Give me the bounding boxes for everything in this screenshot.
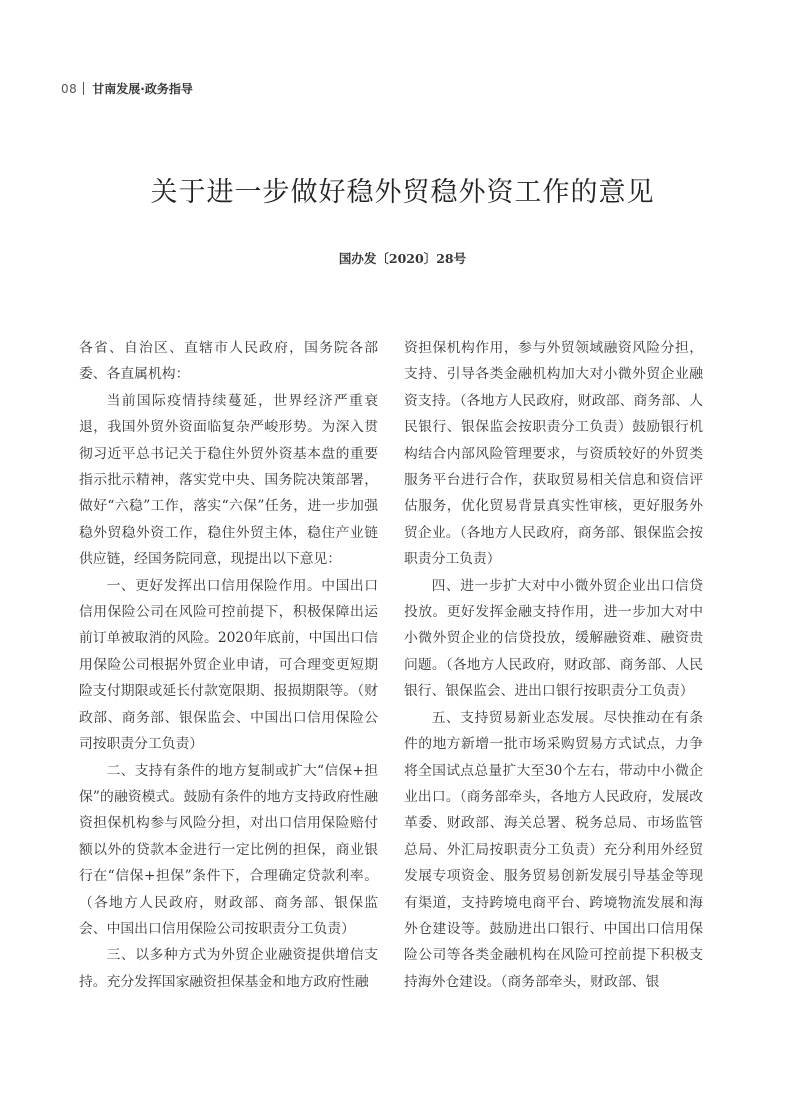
paragraph-salutation: 各省、自治区、直辖市人民政府，国务院各部委、各直属机构：	[79, 340, 378, 383]
paragraph-item-5: 五、支持贸易新业态发展。尽快推动在有条件的地方新增一批市场采购贸易方式试点，力争将全国试点总量扩大至30个左右，带动中小微企业出口。（商务部牵头，各地方人民政府，发展改革委、财政部、海关总署、税务总局、市场监管总局、外汇局按职责分工负责）充分利用外经贸发展专项资金、服务贸易创新发展引导基金等现有渠道，支持跨境电商平台、跨境物流发展和海外仓建设等。鼓励进出口银行、中国出口信用保险公司等各类金融机构在风险可控前提下积极支持海外仓建设。（商务部牵头，财政部、银	[404, 709, 703, 990]
right-column	[404, 335, 703, 995]
document-title: 关于进一步做好稳外贸稳外资工作的意见	[150, 177, 655, 208]
running-header	[61, 80, 193, 97]
paragraph-item-3-start: 三、以多种方式为外贸企业融资提供增信支持。充分发挥国家融资担保基金和地方政府性融	[79, 947, 378, 990]
paragraph-item-3-cont: 资担保机构作用，参与外贸领域融资风险分担，支持、引导各类金融机构加大对小微外贸企业融资支持。（各地方人民政府，财政部、商务部、人民银行、银保监会按职责分工负责）鼓励银行机构结合内部风险管理要求，与资质较好的外贸类服务平台进行合作，获取贸易相关信息和资信评估服务，优化贸易背景真实性审核，更好服务外贸企业。（各地方人民政府，商务部、银保监会按职责分工负责）	[404, 340, 703, 568]
header-divider	[83, 82, 84, 95]
paragraph-preamble: 当前国际疫情持续蔓延，世界经济严重衰退，我国外贸外资面临复杂严峻形势。为深入贯彻习近平总书记关于稳住外贸外资基本盘的重要指示批示精神，落实党中央、国务院决策部署，做好“六稳”工作，落实“六保”任务，进一步加强稳外贸稳外资工作，稳住外贸主体，稳住产业链供应链，经国务院同意，现提出以下意见：	[79, 392, 378, 568]
left-column	[79, 335, 378, 995]
paragraph-item-1: 一、更好发挥出口信用保险作用。中国出口信用保险公司在风险可控前提下，积极保障出运前订单被取消的风险。2020年底前，中国出口信用保险公司根据外贸企业申请，可合理变更短期险支付期限或延长付款宽限期、报损期限等。（财政部、商务部、银保监会、中国出口信用保险公司按职责分工负责）	[79, 577, 378, 753]
paragraph-item-2: 二、支持有条件的地方复制或扩大“信保+担保”的融资模式。鼓励有条件的地方支持政府性融资担保机构参与风险分担，对出口信用保险赔付额以外的贷款本金进行一定比例的担保，商业银行在“信保+担保”条件下，合理确定贷款利率。（各地方人民政府，财政部、商务部、银保监会、中国出口信用保险公司按职责分工负责）	[79, 762, 378, 937]
paragraph-item-4: 四、进一步扩大对中小微外贸企业出口信贷投放。更好发挥金融支持作用，进一步加大对中小微外贸企业的信贷投放，缓解融资难、融资贵问题。（各地方人民政府，财政部、商务部、人民银行、银保监会、进出口银行按职责分工负责）	[404, 577, 703, 700]
section-name: 甘南发展·政务指导	[92, 82, 193, 96]
page-number: 08	[61, 81, 78, 96]
document-number: 国办发〔2020〕28号	[338, 251, 467, 266]
